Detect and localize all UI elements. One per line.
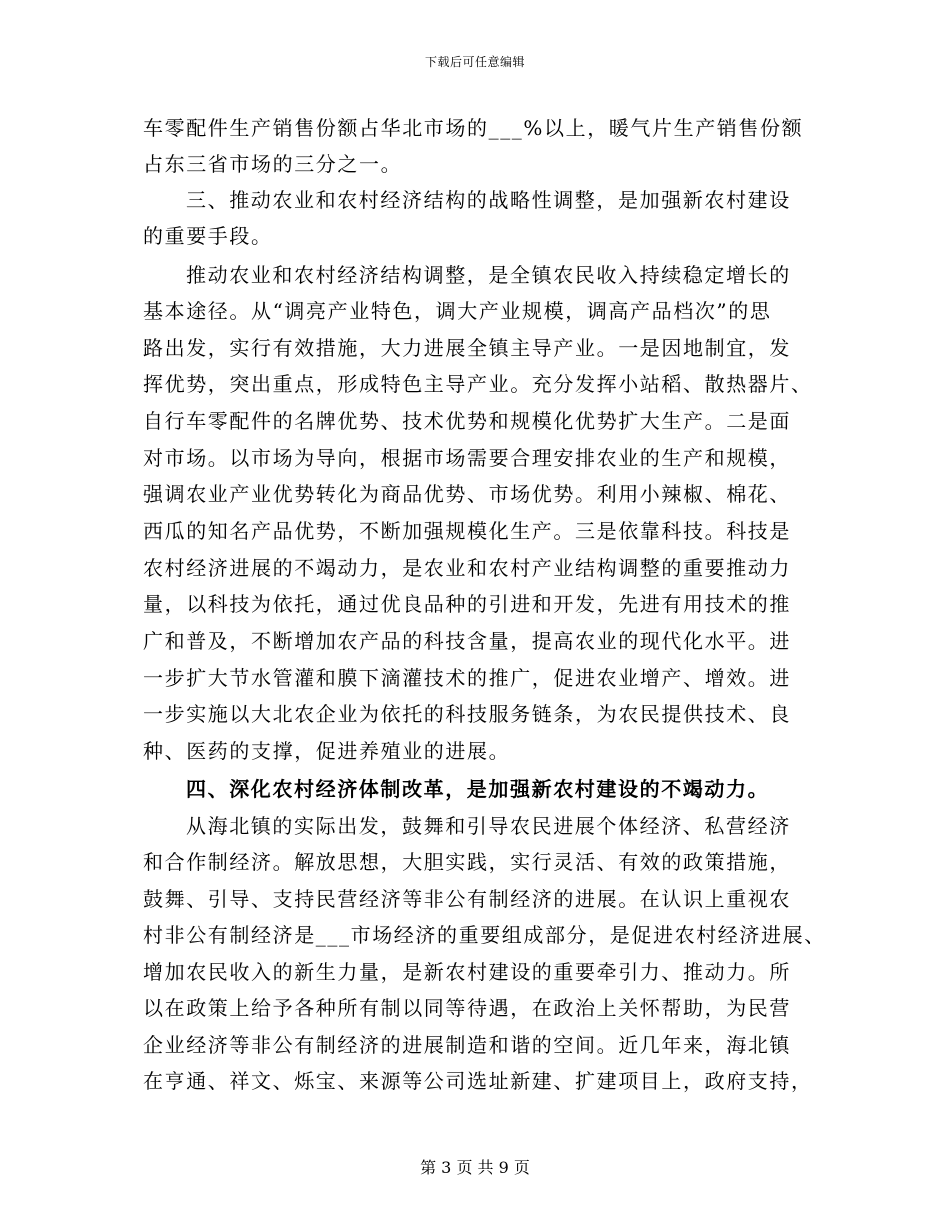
page-header: 下载后可任意编辑 <box>424 55 525 69</box>
text-line: 车零配件生产销售份额占华北市场的___%以上，暖气片生产销售份额 <box>143 116 804 140</box>
text-line: 占东三省市场的三分之一。 <box>143 152 403 176</box>
section-heading: 四、深化农村经济体制改革，是加强新农村建设的不竭动力。 <box>186 777 770 801</box>
page-footer: 第 3 页 共 9 页 <box>420 1158 530 1177</box>
text-line: 一步实施以大北农企业为依托的科技服务链条，为农民提供技术、良 <box>143 702 791 726</box>
text-line: 和合作制经济。解放思想，大胆实践，实行灵活、有效的政策措施， <box>143 850 791 874</box>
text-line: 西瓜的知名产品优势，不断加强规模化生产。三是依靠科技。科技是 <box>143 519 791 543</box>
text-line: 自行车零配件的名牌优势、技术优势和规模化优势扩大生产。二是面 <box>143 409 791 433</box>
text-line: 村非公有制经济是___市场经济的重要组成部分，是促进农村经济进展、 <box>143 923 826 947</box>
text-line: 一步扩大节水管灌和膜下滴灌技术的推广，促进农业增产、增效。进 <box>143 666 791 690</box>
text-line: 挥优势，突出重点，形成特色主导产业。充分发挥小站稻、散热器片、 <box>143 372 813 396</box>
text-line: 对市场。以市场为导向，根据市场需要合理安排农业的生产和规模， <box>143 446 791 470</box>
text-line: 鼓舞、引导、支持民营经济等非公有制经济的进展。在认识上重视农 <box>143 887 791 911</box>
text-line: 种、医药的支撑，促进养殖业的进展。 <box>143 739 511 763</box>
text-line: 广和普及，不断增加农产品的科技含量，提高农业的现代化水平。进 <box>143 629 791 653</box>
text-line: 从海北镇的实际出发，鼓舞和引导农民进展个体经济、私营经济 <box>186 814 791 838</box>
text-line: 增加农民收入的新生力量，是新农村建设的重要牵引力、推动力。所 <box>143 960 791 984</box>
text-line: 在亨通、祥文、烁宝、来源等公司选址新建、扩建项目上，政府支持， <box>143 1069 813 1093</box>
text-line: 路出发，实行有效措施，大力进展全镇主导产业。一是因地制宜，发 <box>143 336 791 360</box>
section-heading: 三、推动农业和农村经济结构的战略性调整，是加强新农村建设 <box>186 188 791 212</box>
text-line: 量，以科技为依托，通过优良品种的引进和开发，先进有用技术的推 <box>143 592 791 616</box>
text-line: 强调农业产业优势转化为商品优势、市场优势。利用小辣椒、棉花、 <box>143 482 791 506</box>
text-line: 农村经济进展的不竭动力，是农业和农村产业结构调整的重要推动力 <box>143 556 791 580</box>
text-line: 以在政策上给予各种所有制以同等待遇，在政治上关怀帮助，为民营 <box>143 996 791 1020</box>
text-line: 企业经济等非公有制经济的进展制造和谐的空间。近几年来，海北镇 <box>143 1033 791 1057</box>
text-line: 推动农业和农村经济结构调整，是全镇农民收入持续稳定增长的 <box>186 263 791 287</box>
text-line: 的重要手段。 <box>143 224 273 248</box>
text-line: 基本途径。从“调亮产业特色，调大产业规模，调高产品档次”的思 <box>143 299 772 323</box>
